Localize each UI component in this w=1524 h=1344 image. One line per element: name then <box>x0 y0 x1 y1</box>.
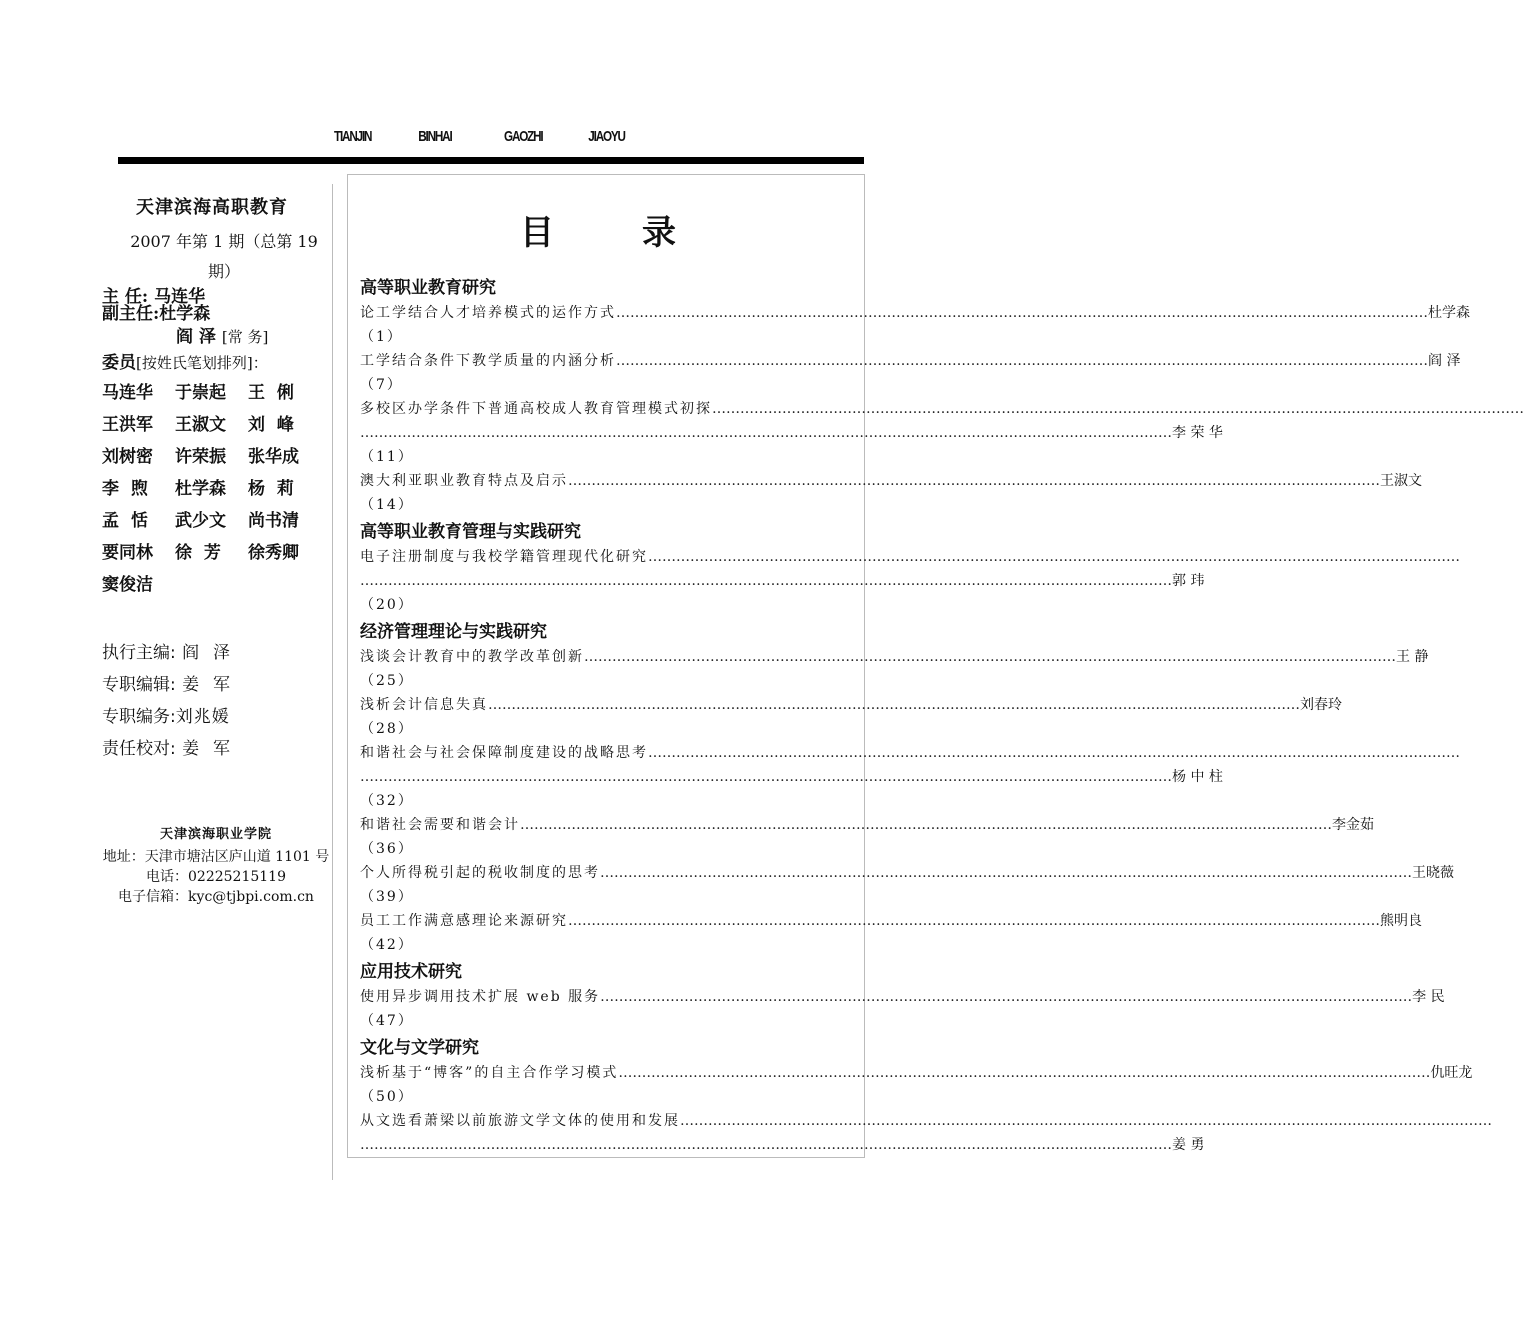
header-rule <box>118 157 864 164</box>
toc-entry-title[interactable]: 浅析基于“博客”的自主合作学习模式 <box>360 1065 619 1081</box>
college-name: 天津滨海职业学院 <box>159 827 272 842</box>
members-header <box>102 348 268 373</box>
leader-dots <box>568 909 1380 933</box>
members-row <box>102 537 321 569</box>
member-name: 王淑文 <box>175 415 226 435</box>
toc-entry-title[interactable]: 电子注册制度与我校学籍管理现代化研究 <box>360 549 648 565</box>
members-row <box>102 441 321 473</box>
toc-entry-page: （1） <box>360 329 403 345</box>
toc-entry-line <box>360 569 1205 593</box>
leader-dots <box>648 741 1460 765</box>
member-name: 李 煦 <box>102 479 148 499</box>
toc-entry-title[interactable]: 使用异步调用技术扩展 web 服务 <box>360 989 601 1005</box>
masthead-word-2: BINHAI <box>418 128 452 145</box>
toc-entry-page: （42） <box>360 937 414 953</box>
member-name: 杜学森 <box>175 479 226 499</box>
members-note: [按姓氏笔划排列]： <box>136 354 268 372</box>
contents-box <box>347 174 1473 1158</box>
member-name: 王洪军 <box>102 415 153 435</box>
toc-entry-author: 王淑文 <box>1380 473 1422 489</box>
section-heading: 高等职业教育管理与实践研究 <box>360 522 581 542</box>
member-name <box>175 569 248 601</box>
deputy-row <box>102 299 210 324</box>
college-phone: 电话：02225215119 <box>146 869 286 885</box>
college-info <box>100 825 332 907</box>
staff-label: 专职编辑: <box>102 675 176 695</box>
toc-entry-author: 刘春玲 <box>1300 697 1342 713</box>
member-name: 孟 恬 <box>102 511 148 531</box>
toc-entry-page: （39） <box>360 889 414 905</box>
director-row <box>102 282 206 307</box>
member-name: 武少文 <box>175 511 226 531</box>
members-label: 委员 <box>102 353 136 373</box>
section-heading: 经济管理理论与实践研究 <box>360 622 547 642</box>
staff-row <box>102 701 231 733</box>
masthead <box>334 128 625 150</box>
leader-dots <box>520 813 1332 837</box>
toc-entry-line <box>360 397 854 421</box>
leader-dots <box>600 861 1412 885</box>
deputy-label: 副主任: <box>102 304 160 324</box>
college-address: 地址：天津市塘沽区庐山道 1101 号 <box>102 849 330 865</box>
members-row <box>102 409 321 441</box>
deputy2-name: 阎 泽 <box>176 327 216 347</box>
member-name: 杨 莉 <box>248 479 294 499</box>
toc-entry-line <box>360 349 1461 373</box>
toc-entry-page: （50） <box>360 1089 414 1105</box>
leader-dots <box>360 421 1172 445</box>
toc-entry-page: （28） <box>360 721 414 737</box>
member-name <box>248 569 321 601</box>
deputy2-row <box>176 322 268 347</box>
members-row <box>102 473 321 505</box>
member-name: 窦俊洁 <box>102 575 153 595</box>
member-name: 许荣振 <box>175 447 226 467</box>
toc-entry-title[interactable]: 和谐社会需要和谐会计 <box>360 817 520 833</box>
toc-entry-page: （20） <box>360 597 414 613</box>
toc-entry-line <box>360 813 1374 837</box>
deputy2-note: [常 务] <box>221 328 269 346</box>
toc-entry-title[interactable]: 论工学结合人才培养模式的运作方式 <box>360 305 616 321</box>
staff-list <box>102 637 231 765</box>
toc-entry-line <box>360 693 1342 717</box>
column-divider <box>332 184 333 1180</box>
section-heading: 文化与文学研究 <box>360 1038 479 1058</box>
toc-entry-line <box>360 985 1445 1009</box>
section-heading: 高等职业教育研究 <box>360 278 496 298</box>
member-name: 徐 芳 <box>175 543 221 563</box>
toc-entry-title[interactable]: 浅析会计信息失真 <box>360 697 488 713</box>
leader-dots <box>648 545 1460 569</box>
staff-value: 姜 军 <box>175 675 231 695</box>
masthead-word-3: GAOZHI <box>504 128 543 145</box>
leader-dots <box>680 1109 1492 1133</box>
college-email: 电子信箱：kyc@tjbpi.com.cn <box>118 889 314 905</box>
staff-value: 阎 泽 <box>175 643 231 663</box>
toc-entry-line <box>360 469 1422 493</box>
issue-number: 2007 年第 1 期（总第 19 期） <box>130 232 318 281</box>
toc-entry-title[interactable]: 个人所得税引起的税收制度的思考 <box>360 865 600 881</box>
toc-entry-line <box>360 645 1429 669</box>
toc-entry-page: （25） <box>360 673 414 689</box>
toc-entry-author: 郭 玮 <box>1172 573 1205 589</box>
member-name: 王 俐 <box>248 383 294 403</box>
toc-entry-page: （11） <box>360 449 414 465</box>
staff-label: 专职编务: <box>102 707 176 727</box>
toc-entry-author: 王 静 <box>1396 649 1429 665</box>
leader-dots <box>568 469 1380 493</box>
toc-entry-line <box>360 861 1454 885</box>
toc-entry-title[interactable]: 员工工作满意感理论来源研究 <box>360 913 568 929</box>
member-name: 刘树密 <box>102 447 153 467</box>
contents-list <box>360 273 1473 1157</box>
toc-entry-title[interactable]: 和谐社会与社会保障制度建设的战略思考 <box>360 745 648 761</box>
staff-row <box>102 733 231 765</box>
leader-dots <box>616 349 1428 373</box>
masthead-word-4: JIAOYU <box>588 128 625 145</box>
leader-dots <box>616 301 1428 325</box>
toc-entry-author: 杨 中 柱 <box>1172 769 1223 785</box>
toc-entry-author: 熊明良 <box>1380 913 1422 929</box>
leader-dots <box>360 765 1172 789</box>
leader-dots <box>584 645 1396 669</box>
member-name: 要同林 <box>102 543 153 563</box>
leader-dots <box>618 1061 1430 1085</box>
toc-entry-author: 李 民 <box>1412 989 1445 1005</box>
contents-title: 目录 <box>520 213 764 253</box>
toc-entry-line <box>360 1061 1473 1085</box>
toc-entry-line <box>360 545 854 569</box>
toc-entry-line <box>360 741 854 765</box>
leader-dots <box>360 1133 1172 1157</box>
director-label: 主 任: <box>102 287 149 307</box>
journal-name: 天津滨海高职教育 <box>136 197 288 218</box>
members-row <box>102 505 321 537</box>
toc-entry-page: （32） <box>360 793 414 809</box>
member-name: 刘 峰 <box>248 415 294 435</box>
members-row <box>102 377 321 409</box>
toc-entry-author: 仇旺龙 <box>1430 1065 1473 1081</box>
masthead-word-1: TIANJIN <box>334 128 372 145</box>
member-name: 于崇起 <box>175 383 226 403</box>
toc-entry-author: 阎 泽 <box>1428 353 1461 369</box>
deputy-name: 杜学森 <box>159 304 211 324</box>
section-heading: 应用技术研究 <box>360 962 462 982</box>
toc-entry-line <box>360 1133 1205 1157</box>
member-name: 马连华 <box>102 383 153 403</box>
toc-entry-line <box>360 301 1470 325</box>
toc-entry-line <box>360 909 1422 933</box>
member-name: 尚书清 <box>248 511 299 531</box>
director-name: 马连华 <box>154 287 206 307</box>
staff-value: 刘兆媛 <box>175 707 230 727</box>
toc-entry-author: 杜学森 <box>1428 305 1470 321</box>
leader-dots <box>360 569 1172 593</box>
toc-entry-title[interactable]: 多校区办学条件下普通高校成人教育管理模式初探 <box>360 401 712 417</box>
toc-entry-line <box>360 1109 854 1133</box>
leader-dots <box>712 397 1524 421</box>
member-name: 徐秀卿 <box>248 543 299 563</box>
staff-label: 责任校对: <box>102 739 176 759</box>
toc-entry-title[interactable]: 工学结合条件下教学质量的内涵分析 <box>360 353 616 369</box>
member-name: 张华成 <box>248 447 299 467</box>
staff-row <box>102 669 231 701</box>
staff-value: 姜 军 <box>175 739 231 759</box>
members-list <box>102 377 321 601</box>
toc-entry-author: 李 荣 华 <box>1172 425 1223 441</box>
toc-entry-page: （14） <box>360 497 414 513</box>
staff-row <box>102 637 231 669</box>
toc-entry-page: （47） <box>360 1013 414 1029</box>
toc-entry-page: （36） <box>360 841 414 857</box>
toc-entry-title[interactable]: 从文选看萧梁以前旅游文学文体的使用和发展 <box>360 1113 680 1129</box>
toc-entry-author: 王晓薇 <box>1412 865 1454 881</box>
toc-entry-author: 李金茹 <box>1332 817 1374 833</box>
toc-entry-title[interactable]: 澳大利亚职业教育特点及启示 <box>360 473 568 489</box>
toc-entry-page: （7） <box>360 377 403 393</box>
members-row <box>102 569 321 601</box>
toc-entry-line <box>360 421 1223 445</box>
staff-label: 执行主编: <box>102 643 176 663</box>
toc-entry-author: 姜 勇 <box>1172 1137 1205 1153</box>
toc-entry-title[interactable]: 浅谈会计教育中的教学改革创新 <box>360 649 584 665</box>
leader-dots <box>600 985 1412 1009</box>
toc-entry-line <box>360 765 1223 789</box>
leader-dots <box>488 693 1300 717</box>
